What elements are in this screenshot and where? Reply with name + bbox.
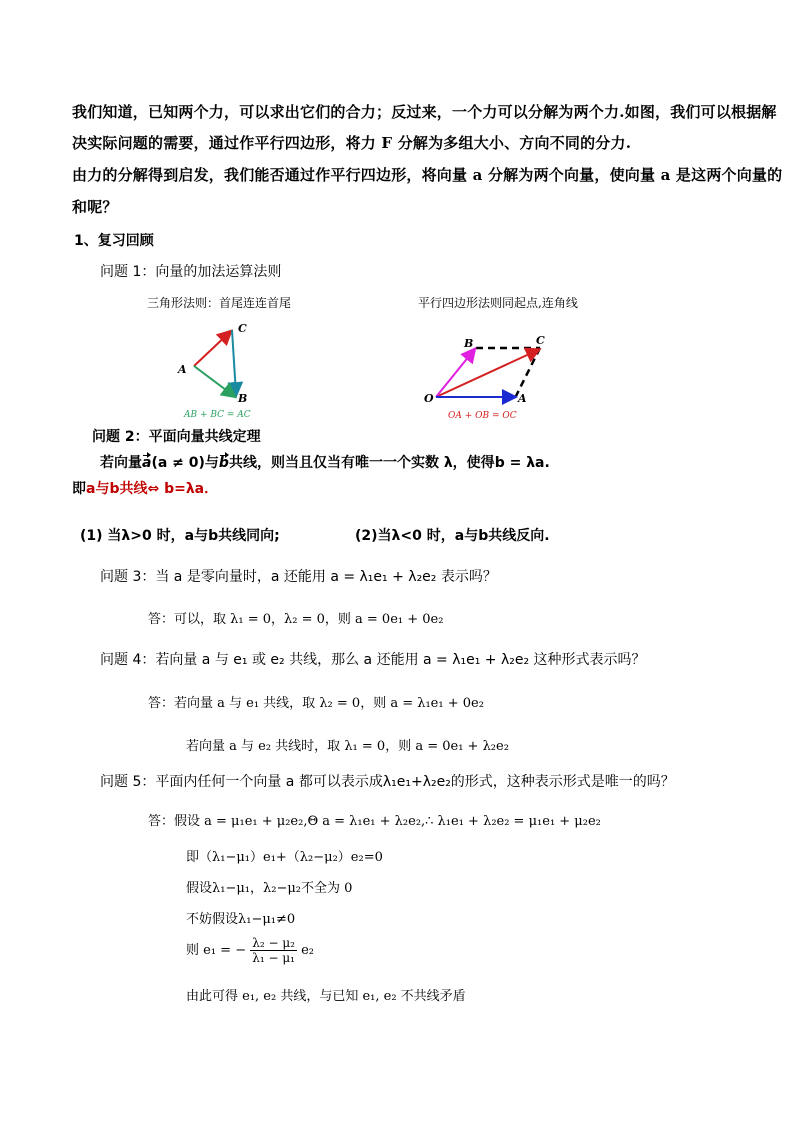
parallelogram-rule-diagram [420, 330, 560, 430]
tri-label-b: B [238, 392, 248, 405]
fraction-suffix: e₂ [301, 943, 314, 958]
fraction-denominator: λ₁ − μ₁ [252, 951, 295, 965]
tri-formula: AB + BC = AC [184, 410, 251, 420]
q5-answer-line-2: 即（λ₁−μ₁）e₁+（λ₂−μ₂）e₂=0 [186, 850, 383, 865]
q3-answer: 答：可以，取 λ₁ = 0，λ₂ = 0，则 a = 0e₁ + 0e₂ [148, 612, 444, 627]
collinear-equivalence [72, 478, 218, 498]
para-label-a: A [518, 392, 527, 405]
theorem-text-1: 若向量 [100, 455, 142, 471]
para-label-c: C [536, 334, 545, 347]
para-formula: OA + OB = OC [448, 411, 517, 421]
q1-title: 问题 1：向量的加法运算法则 [100, 264, 282, 280]
para-label-o: O [424, 392, 434, 405]
fraction [250, 936, 297, 965]
tri-label-a: A [178, 363, 187, 376]
tri-label-c: C [238, 322, 247, 335]
vector-b-symbol: b [218, 455, 229, 471]
theorem-equation: b = λa. [494, 455, 550, 471]
q3-title: 问题 3：当 a 是零向量时，a 还能用 a = λ₁e₁ + λ₂e₂ 表示吗？ [100, 569, 497, 585]
vector-oc [436, 350, 538, 397]
vector-a-symbol: a [142, 455, 152, 471]
q5-answer-line-4: 不妨假设λ₁−μ₁≠0 [186, 912, 296, 927]
fraction-prefix: 则 e₁ = − [186, 943, 247, 958]
case-same-direction: (1) 当λ>0 时，a与b共线同向; [80, 528, 280, 544]
vector-ob [436, 350, 474, 397]
case-opposite-direction: (2)当λ<0 时，a与b共线反向. [355, 528, 550, 544]
triangle-rule-caption: 三角形法则：首尾连连首尾 [147, 296, 292, 310]
collinear-theorem [100, 452, 550, 472]
equivalence-dot: ． [204, 481, 219, 497]
vector-ac [194, 366, 234, 396]
equivalence-statement: a与b共线⇔ b=λa [86, 481, 205, 497]
intro-line-2: 决实际问题的需要，通过作平行四边形，将力 F 分解为多组大小、方向不同的分力. [72, 134, 632, 152]
intro-line-1: 我们知道，已知两个力，可以求出它们的合力；反过来，一个力可以分解为两个力.如图，我们可以根据解 [72, 103, 777, 121]
vector-ab [194, 332, 230, 366]
q4-answer-2: 若向量 a 与 e₂ 共线时，取 λ₁ = 0，则 a = 0e₁ + λ₂e₂ [186, 739, 509, 754]
q4-answer-1: 答：若向量 a 与 e₁ 共线，取 λ₂ = 0，则 a = λ₁e₁ + 0e₂ [148, 696, 484, 711]
q5-answer-line-1: 答：假设 a = μ₁e₁ + μ₂e₂,Θ a = λ₁e₁ + λ₂e₂,∴ λ₁e₁ + λ₂e₂ = μ₁e₁ + μ₂e₂ [148, 814, 601, 829]
q2-title: 问题 2：平面向量共线定理 [92, 429, 261, 445]
theorem-text-3: 共线，则当且仅当有唯一一个实数 λ，使得 [228, 455, 495, 471]
q5-answer-line-6: 由此可得 e₁, e₂ 共线，与已知 e₁, e₂ 不共线矛盾 [186, 989, 466, 1004]
intro-line-4: 和呢？ [72, 198, 118, 216]
q5-answer-line-3: 假设λ₁−μ₁，λ₂−μ₂不全为 0 [186, 881, 353, 896]
q4-title: 问题 4：若向量 a 与 e₁ 或 e₂ 共线，那么 a 还能用 a = λ₁e₁ + λ₂e₂ 这种形式表示吗？ [100, 652, 646, 668]
equivalence-prefix: 即 [72, 481, 86, 497]
section-title: 1、复习回顾 [74, 233, 154, 249]
q5-title: 问题 5：平面内任何一个向量 a 都可以表示成λ₁e₁+λ₂e₂的形式，这种表示形式是唯一的吗？ [100, 774, 675, 790]
q5-answer-line-5 [186, 936, 314, 965]
parallelogram-rule-caption: 平行四边形法则同起点,连角线 [418, 296, 578, 310]
triangle-rule-diagram [170, 316, 270, 426]
vector-bc [232, 330, 236, 394]
fraction-numerator: λ₂ − μ₂ [252, 936, 295, 950]
theorem-text-2: (a ≠ 0)与 [151, 455, 219, 471]
intro-line-3: 由力的分解得到启发，我们能否通过作平行四边形，将向量 a 分解为两个向量，使向量 a 是这两个向量的 [72, 166, 783, 184]
para-label-b: B [464, 337, 474, 350]
